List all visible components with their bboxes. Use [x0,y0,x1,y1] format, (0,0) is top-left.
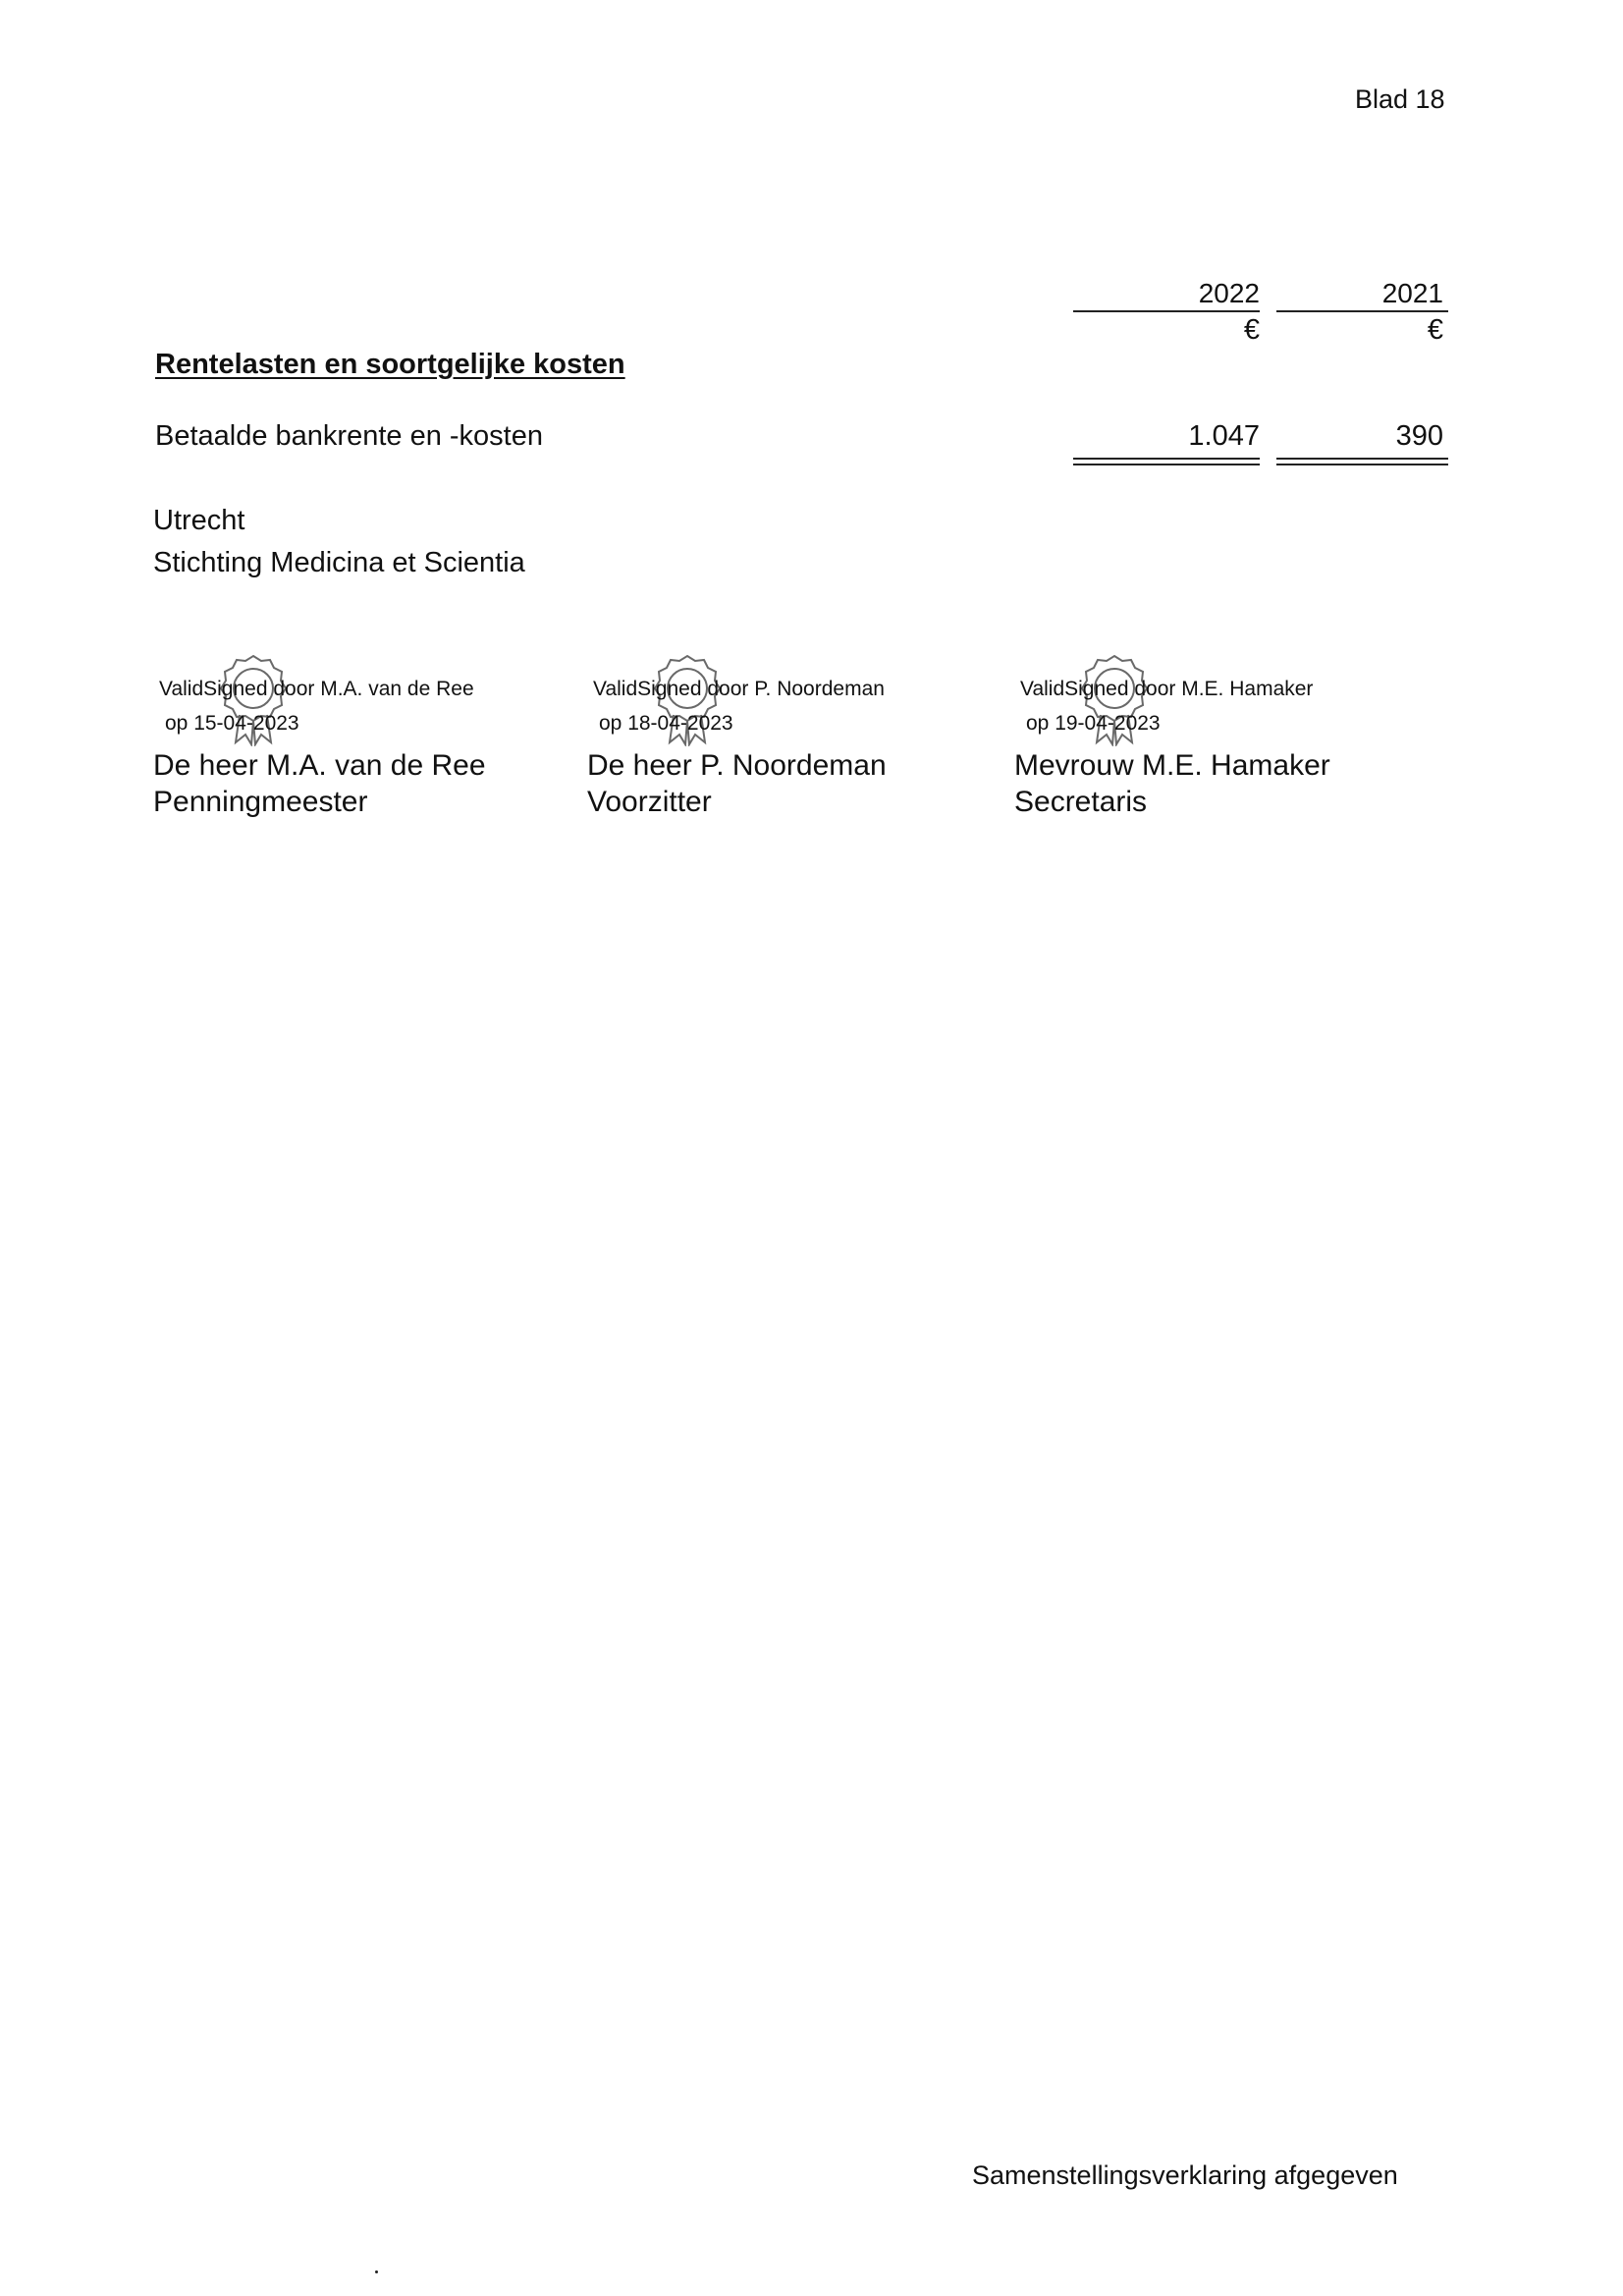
signatory-role: Secretaris [1014,786,1148,818]
year-header-2021: 2021 [1381,278,1443,308]
organization-name: Stichting Medicina et Scientia [153,547,525,578]
scan-speck [375,2270,378,2273]
signatory-role: Voorzitter [587,786,712,818]
signatory-role: Penningmeester [153,786,368,818]
currency-2021: € [1427,314,1443,346]
signatory-name: De heer P. Noordeman [587,749,887,782]
validsigned-date: op 15-04-2023 [165,712,299,735]
year-header-2022: 2022 [1198,278,1260,308]
validsigned-text: ValidSigned door P. Noordeman [593,678,885,700]
signatory-name: De heer M.A. van de Ree [153,749,486,782]
row-value-2021: 390 [1395,420,1443,452]
page-number: Blad 18 [1355,84,1445,114]
footer-note: Samenstellingsverklaring afgegeven [972,2160,1398,2190]
header-rule-2021 [1276,310,1448,312]
total-double-rule-2021 [1276,458,1448,465]
validsigned-date: op 19-04-2023 [1026,712,1161,735]
row-label: Betaalde bankrente en -kosten [155,420,543,452]
place-of-signing: Utrecht [153,505,245,536]
row-value-2022: 1.047 [1188,420,1260,452]
validsigned-text: ValidSigned door M.E. Hamaker [1020,678,1314,700]
signatory-name: Mevrouw M.E. Hamaker [1014,749,1330,782]
header-rule-2022 [1073,310,1260,312]
validsigned-date: op 18-04-2023 [599,712,733,735]
validsigned-text: ValidSigned door M.A. van de Ree [159,678,474,700]
section-title: Rentelasten en soortgelijke kosten [155,349,625,380]
total-double-rule-2022 [1073,458,1260,465]
currency-2022: € [1243,314,1260,346]
